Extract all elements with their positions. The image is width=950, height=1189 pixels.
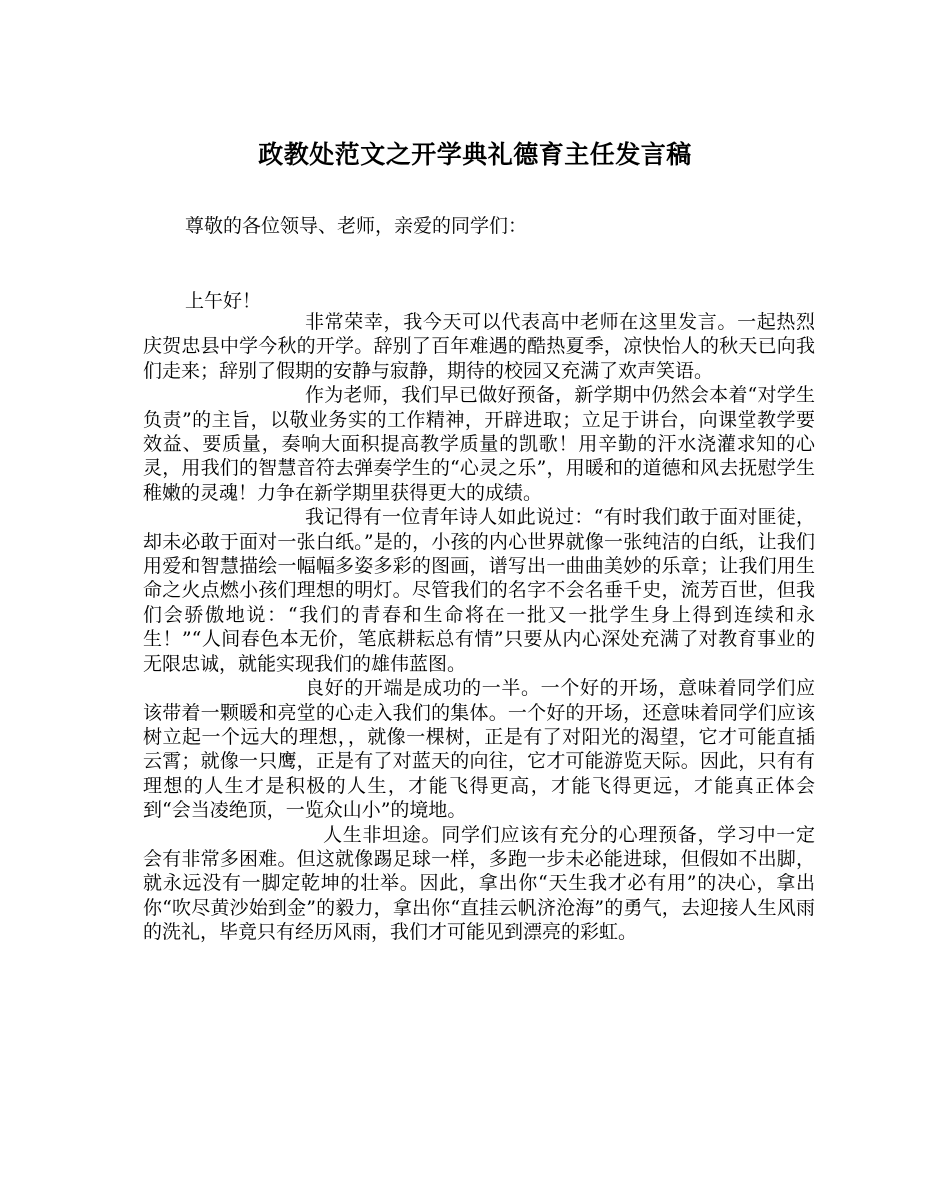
salutation: 尊敬的各位领导、老师，亲爱的同学们： <box>185 215 528 237</box>
paragraph: 作为老师，我们早已做好预备，新学期中仍然会本着“对学生负责”的主旨，以敬业务实的工作精神，开辟进取；立足于讲台，向课堂教学要效益、要质量，奏响大面积提高教学质量的凯歌！用辛勤的汗水浇灌求知的心灵，用我们的智慧音符去弹奏学生的“心灵之乐”，用暖和的道德和风去抚慰学生稚嫩的灵魂！力争在新学期里获得更大的成绩。 <box>143 384 815 504</box>
document-title: 政教处范文之开学典礼德育主任发言稿 <box>258 140 692 169</box>
body-text <box>143 310 815 945</box>
paragraph: 良好的开端是成功的一半。一个好的开场，意味着同学们应该带着一颗暖和亮堂的心走入我们的集体。一个好的开场，还意味着同学们应该树立起一个远大的理想，，就像一棵树，正是有了对阳光的渴望，它才可能直插云霄；就像一只鹰，正是有了对蓝天的向往，它才可能游览天际。因此，只有有理想的人生才是积极的人生，才能飞得更高，才能飞得更远，才能真正体会到“会当凌绝顶，一览众山小”的境地。 <box>143 677 815 822</box>
paragraph: 我记得有一位青年诗人如此说过：“有时我们敢于面对匪徒，却未必敢于面对一张白纸。”是的，小孩的内心世界就像一张纯洁的白纸，让我们用爱和智慧描绘一幅幅多姿多彩的图画，谱写出一曲曲美妙的乐章；让我们用生命之火点燃小孩们理想的明灯。尽管我们的名字不会名垂千史，流芳百世，但我们会骄傲地说：“我们的青春和生命将在一批又一批学生身上得到连续和永生！”“人间春色本无价，笔底耕耘总有情”只要从内心深处充满了对教育事业的无限忠诚，就能实现我们的雄伟蓝图。 <box>143 506 815 675</box>
paragraph: 人生非坦途。同学们应该有充分的心理预备，学习中一定会有非常多困难。但这就像踢足球一样，多跑一步未必能进球，但假如不出脚，就永远没有一脚定乾坤的壮举。因此，拿出你“天生我才必有用”的决心，拿出你“吹尽黄沙始到金”的毅力，拿出你“直挂云帆济沧海”的勇气，去迎接人生风雨的洗礼，毕竟只有经历风雨，我们才可能见到漂亮的彩虹。 <box>143 823 815 944</box>
greeting: 上午好！ <box>185 290 262 312</box>
paragraph: 非常荣幸，我今天可以代表高中老师在这里发言。一起热烈庆贺忠县中学今秋的开学。辞别了百年难遇的酷热夏季，凉快怡人的秋天已向我们走来；辞别了假期的安静与寂静，期待的校园又充满了欢声笑语。 <box>143 311 815 382</box>
